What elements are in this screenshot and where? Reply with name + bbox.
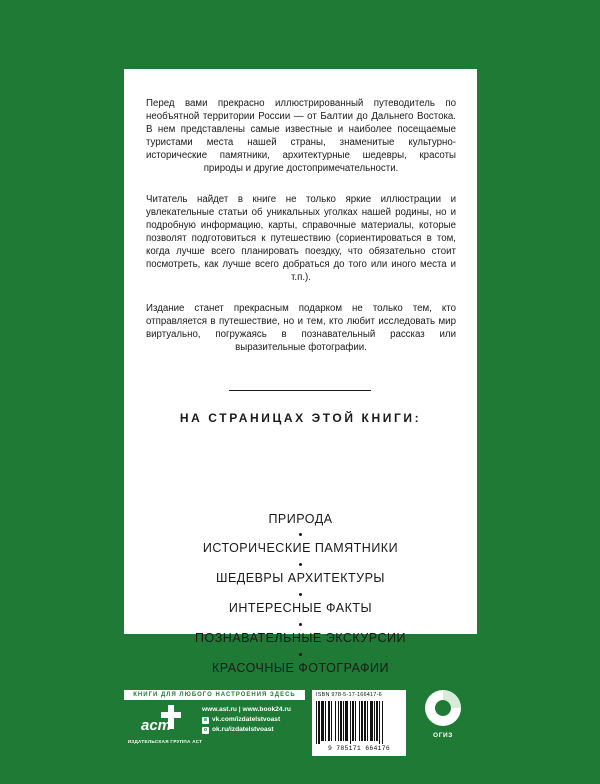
- description-paragraph-2: Читатель найдет в книге не только яркие иллюстрации и увлекательные статьи об уникальных уголках нашей родины, но и подробную информацию, карты, справочные материалы, которые позволят подготовиться к путешествию (сориентироваться в том, когда лучше всего планировать поездку, что обязательно стоит посмотреть, как лучше всего добраться до того или иного места и т.п.).: [146, 194, 456, 283]
- barcode-bar: [374, 701, 375, 741]
- toc-item-architecture: ШЕДЕВРЫ АРХИТЕКТУРЫ: [216, 571, 385, 585]
- website-links[interactable]: www.ast.ru | www.book24.ru: [202, 706, 291, 713]
- barcode-bar: [379, 701, 380, 744]
- toc-separator-dot: [299, 533, 302, 536]
- isbn-label: ISBN 978-5-17-166417-6: [316, 692, 382, 698]
- toc-item-photos: КРАСОЧНЫЕ ФОТОГРАФИИ: [212, 661, 389, 675]
- ogiz-label: ОГИЗ: [433, 732, 453, 739]
- toc-item-excursions: ПОЗНАВАТЕЛЬНЫЕ ЭКСКУРСИИ: [195, 631, 406, 645]
- toc-heading: НА СТРАНИЦАХ ЭТОЙ КНИГИ:: [179, 411, 422, 425]
- description-panel: [124, 69, 477, 675]
- barcode-bar: [318, 701, 320, 744]
- slogan-bar: КНИГИ ДЛЯ ЛЮБОГО НАСТРОЕНИЯ ЗДЕСЬ: [124, 690, 305, 700]
- barcode-number: 9 785171 664176: [327, 745, 391, 752]
- vk-icon: в: [203, 716, 208, 723]
- social-link-vk-label: vk.com/izdatelstvoast: [212, 716, 281, 723]
- barcode-bar: [352, 701, 354, 741]
- toc-item-facts: ИНТЕРЕСНЫЕ ФАКТЫ: [228, 601, 373, 615]
- ast-logo-icon: [138, 703, 188, 735]
- description-paragraph-1: Перед вами прекрасно иллюстрированный путеводитель по необъятной территории России — от Балтии до Дальнего Востока. В нем представлены самые известные и наиболее посещаемые туристами места нашей страны, знаменитые культурно-исторические памятники, архитектурные шедевры, красоты природы и другие достопримечательности.: [146, 98, 456, 174]
- social-link-ok-label: ok.ru/izdatelstvoast: [212, 726, 274, 733]
- toc-item-monuments: ИСТОРИЧЕСКИЕ ПАМЯТНИКИ: [202, 541, 399, 555]
- barcode-bar: [321, 701, 324, 741]
- barcode-bar: [364, 701, 366, 741]
- description-paragraph-3: Издание станет прекрасным подарком не только тем, кто отправляется в путешествие, но и тем, кто любит исследовать мир виртуально, погружаясь в познавательный рассказ или выразительные фотографии.: [146, 303, 456, 353]
- barcode-panel: [312, 690, 406, 756]
- barcode-bar: [338, 701, 339, 741]
- toc-separator-dot: [299, 593, 302, 596]
- toc-separator-dot: [299, 563, 302, 566]
- barcode-bar: [382, 701, 383, 744]
- publisher-group-label: ИЗДАТЕЛЬСКАЯ ГРУППА АСТ: [127, 739, 203, 744]
- barcode-bar: [345, 701, 348, 741]
- barcode-bar: [343, 701, 344, 741]
- barcode-bar: [335, 701, 336, 741]
- toc-separator-dot: [299, 653, 302, 656]
- publisher-links: [202, 705, 291, 735]
- svg-text:аст: аст: [141, 717, 172, 734]
- barcode-bar: [367, 701, 368, 741]
- toc-separator-dot: [299, 623, 302, 626]
- toc-item-nature: ПРИРОДА: [268, 512, 333, 526]
- barcode-icon: [316, 701, 402, 744]
- barcode-bar: [316, 701, 317, 744]
- barcode-bar: [359, 701, 360, 741]
- barcode-bar: [325, 701, 326, 741]
- ogiz-logo-icon: [423, 688, 463, 728]
- section-divider: [229, 390, 371, 391]
- barcode-bar: [355, 701, 356, 741]
- barcode-bar: [376, 701, 378, 741]
- barcode-bar: [331, 701, 332, 741]
- barcode-bar: [370, 701, 373, 741]
- barcode-bar: [350, 701, 351, 744]
- social-link-vk[interactable]: [202, 715, 291, 725]
- ok-icon: о: [203, 726, 208, 733]
- barcode-bar: [328, 701, 330, 741]
- social-link-ok[interactable]: [202, 725, 291, 735]
- barcode-bar: [361, 701, 363, 741]
- barcode-bar: [340, 701, 342, 741]
